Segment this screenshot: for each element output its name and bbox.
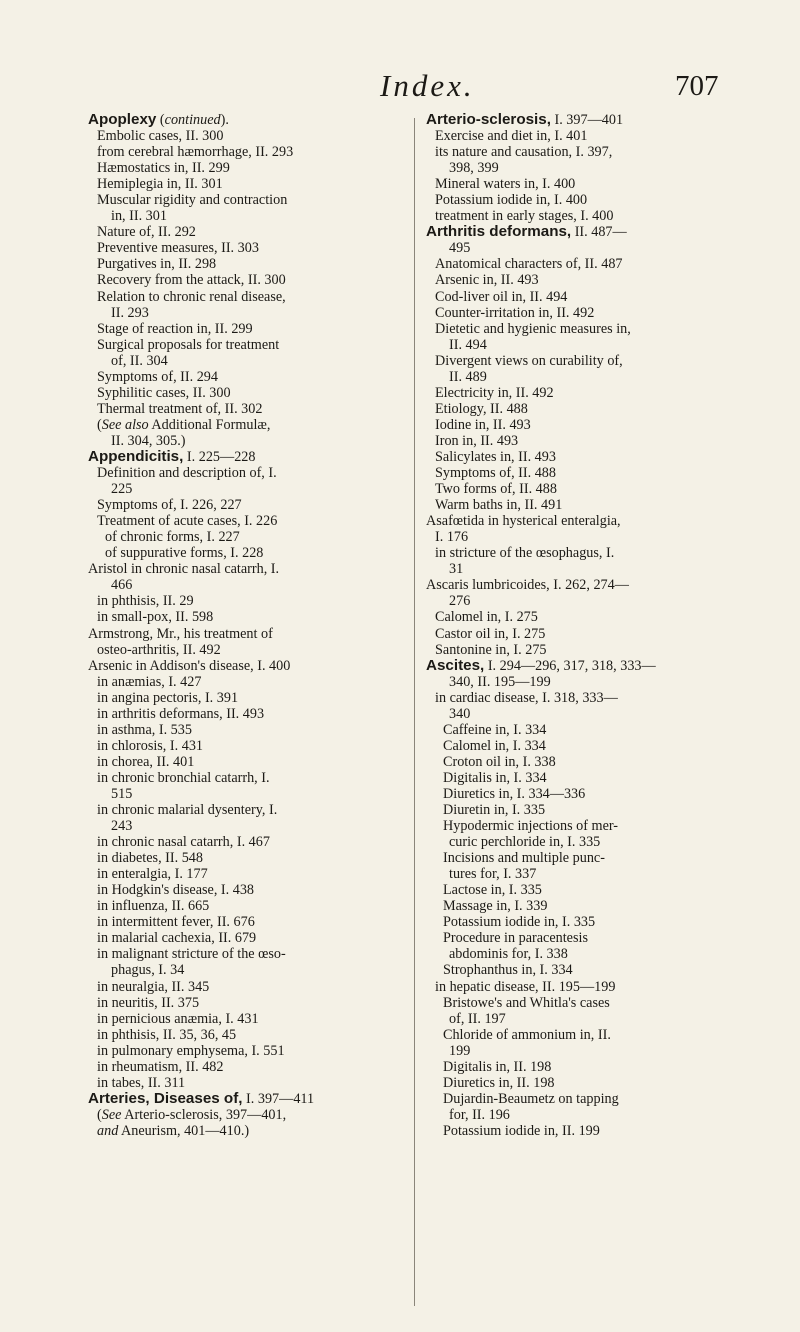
entry-text: in malarial cachexia, II. 679 [97, 930, 257, 947]
index-entry [426, 513, 726, 529]
index-entry [426, 754, 726, 770]
entry-text: Croton oil in, I. 338 [443, 753, 556, 770]
index-entry [88, 385, 393, 401]
entry-text: Dujardin-Beaumetz on tapping [443, 1090, 619, 1107]
index-entry-continuation [426, 337, 726, 353]
index-entry [426, 722, 726, 738]
entry-text: from cerebral hæmorrhage, II. 293 [97, 144, 294, 161]
entry-text: in rheumatism, II. 482 [97, 1058, 224, 1075]
index-entry [426, 417, 726, 433]
index-entry [88, 626, 393, 642]
entry-text: II. 489 [449, 368, 487, 385]
index-entry-continuation [88, 962, 393, 978]
entry-italic: See [101, 1106, 122, 1123]
entry-text: Purgatives in, II. 298 [97, 256, 217, 273]
index-entry [426, 626, 726, 642]
entry-text: Symptoms of, I. 226, 227 [97, 497, 242, 514]
entry-text: Diuretics in, I. 334—336 [443, 785, 586, 802]
index-entry [88, 914, 393, 930]
index-entry [426, 305, 726, 321]
entry-paren: ( [97, 1106, 102, 1123]
index-entry-continuation [426, 561, 726, 577]
entry-text: Preventive measures, II. 303 [97, 240, 259, 257]
heading-note-end: ). [220, 112, 229, 128]
index-entry [88, 497, 393, 513]
entry-text: Additional Formulæ, [148, 416, 271, 433]
index-entry [88, 754, 393, 770]
entry-text: Warm baths in, II. 491 [435, 497, 563, 514]
entry-text: Exercise and diet in, I. 401 [435, 128, 588, 145]
index-entry [426, 930, 726, 946]
index-entry [426, 642, 726, 658]
entry-text: Calomel in, I. 334 [443, 737, 546, 754]
heading-locator: I. 397—401 [550, 112, 624, 128]
index-entry [426, 385, 726, 401]
entry-text: Potassium iodide in, I. 400 [435, 192, 588, 209]
entry-text: Definition and description of, I. [97, 465, 277, 482]
heading-term: Arteries, Diseases of, [88, 1089, 243, 1107]
entry-text: in Hodgkin's disease, I. 438 [97, 882, 255, 899]
index-column-right [426, 112, 726, 1139]
index-entry-continuation [426, 866, 726, 882]
entry-text: of suppurative forms, I. 228 [105, 545, 264, 562]
index-entry [88, 658, 393, 674]
index-entry-continuation [426, 706, 726, 722]
index-entry [88, 561, 393, 577]
entry-text: in chronic malarial dysentery, I. [97, 802, 278, 819]
entry-text: Recovery from the attack, II. 300 [97, 272, 286, 289]
index-entry [426, 529, 726, 545]
entry-text: of chronic forms, I. 227 [105, 529, 240, 546]
index-entry [426, 289, 726, 305]
entry-text: in phthisis, II. 29 [97, 593, 194, 610]
index-entry [426, 1091, 726, 1107]
index-entry [426, 738, 726, 754]
index-entry [88, 1027, 393, 1043]
entry-text: in anæmias, I. 427 [97, 673, 202, 690]
index-entry [88, 160, 393, 176]
page-number: 707 [675, 70, 719, 102]
entry-text: Anatomical characters of, II. 487 [435, 256, 623, 273]
index-entry-continuation [426, 1107, 726, 1123]
index-entry [88, 337, 393, 353]
entry-text: Thermal treatment of, II. 302 [97, 400, 263, 417]
entry-text: Etiology, II. 488 [435, 400, 528, 417]
entry-text: Syphilitic cases, II. 300 [97, 384, 231, 401]
entry-text: Two forms of, II. 488 [435, 481, 557, 498]
entry-text: in pulmonary emphysema, I. 551 [97, 1042, 285, 1059]
entry-text: 276 [449, 593, 471, 610]
index-entry [88, 1075, 393, 1091]
entry-text: of, II. 304 [111, 352, 168, 369]
entry-text: Symptoms of, II. 488 [435, 465, 556, 482]
index-entry-continuation [88, 305, 393, 321]
entry-text: abdominis for, I. 338 [449, 946, 568, 963]
heading-locator: I. 294—296, 317, 318, 333— [484, 657, 656, 674]
entry-text: in influenza, II. 665 [97, 898, 210, 915]
index-entry [88, 834, 393, 850]
entry-text: in pernicious anæmia, I. 431 [97, 1010, 259, 1027]
index-entry [426, 995, 726, 1011]
entry-text: Caffeine in, I. 334 [443, 721, 547, 738]
index-entry-continuation [426, 1043, 726, 1059]
entry-text: in phthisis, II. 35, 36, 45 [97, 1026, 237, 1043]
index-entry [88, 224, 393, 240]
entry-text: tures for, I. 337 [449, 866, 537, 883]
entry-text: in tabes, II. 311 [97, 1074, 186, 1091]
entry-text: Strophanthus in, I. 334 [443, 962, 573, 979]
index-entry-continuation [88, 353, 393, 369]
index-entry [426, 321, 726, 337]
index-entry [426, 1027, 726, 1043]
index-entry [88, 240, 393, 256]
index-entry [88, 1011, 393, 1027]
index-entry [426, 481, 726, 497]
index-heading [426, 658, 726, 674]
index-entry [88, 642, 393, 658]
index-entry [88, 144, 393, 160]
index-entry [426, 144, 726, 160]
index-entry [426, 818, 726, 834]
entry-text: Iodine in, II. 493 [435, 416, 531, 433]
index-entry [426, 433, 726, 449]
entry-text: Castor oil in, I. 275 [435, 625, 546, 642]
heading-locator: I. 397—411 [242, 1090, 315, 1107]
entry-text: Mineral waters in, I. 400 [435, 176, 576, 193]
index-entry [426, 128, 726, 144]
index-entry [88, 272, 393, 288]
entry-text: Arterio-sclerosis, 397—401, [121, 1106, 287, 1123]
index-entry [88, 192, 393, 208]
index-entry-continuation [88, 577, 393, 593]
index-entry-continuation [426, 834, 726, 850]
index-entry [88, 513, 393, 529]
entry-text: 199 [449, 1042, 471, 1059]
entry-text: in chlorosis, I. 431 [97, 737, 204, 754]
entry-text: Chloride of ammonium in, II. [443, 1026, 611, 1043]
entry-text: in chorea, II. 401 [97, 753, 195, 770]
index-entry [88, 369, 393, 385]
entry-text: 495 [449, 240, 471, 257]
index-entry-continuation [426, 946, 726, 962]
heading-note: continued [164, 112, 221, 128]
entry-text: Relation to chronic renal disease, [97, 288, 286, 305]
index-entry [88, 882, 393, 898]
entry-text: Stage of reaction in, II. 299 [97, 320, 253, 337]
index-entry [426, 850, 726, 866]
index-entry [88, 898, 393, 914]
entry-text: phagus, I. 34 [111, 962, 185, 979]
index-entry [426, 192, 726, 208]
index-entry-continuation [88, 433, 393, 449]
index-entry [88, 289, 393, 305]
index-entry [88, 401, 393, 417]
index-entry [88, 995, 393, 1011]
entry-text: Arsenic in Addison's disease, I. 400 [88, 657, 291, 674]
entry-text: in small-pox, II. 598 [97, 609, 214, 626]
index-entry [88, 256, 393, 272]
entry-text: 515 [111, 785, 133, 802]
index-entry [88, 1059, 393, 1075]
entry-text: Incisions and multiple punc- [443, 850, 605, 867]
entry-italic: and [97, 1122, 119, 1139]
heading-locator: ( [156, 112, 165, 128]
index-heading [88, 449, 393, 465]
index-entry [426, 882, 726, 898]
index-entry [426, 770, 726, 786]
entry-text: Calomel in, I. 275 [435, 609, 538, 626]
entry-text: of, II. 197 [449, 1010, 506, 1027]
entry-text: in angina pectoris, I. 391 [97, 689, 239, 706]
entry-text: Digitalis in, I. 334 [443, 769, 547, 786]
entry-text: Treatment of acute cases, I. 226 [97, 513, 278, 530]
entry-text: Cod-liver oil in, II. 494 [435, 288, 568, 305]
heading-term: Arthritis deformans, [426, 223, 572, 241]
index-entry [426, 176, 726, 192]
index-entry-continuation [88, 208, 393, 224]
entry-text: Nature of, II. 292 [97, 224, 196, 241]
entry-text: Iron in, II. 493 [435, 432, 519, 449]
index-entry [426, 401, 726, 417]
entry-text: II. 293 [111, 304, 149, 321]
index-heading [88, 1091, 393, 1107]
entry-text: Ascaris lumbricoides, I. 262, 274— [426, 577, 629, 594]
index-entry [88, 706, 393, 722]
entry-italic: See also [101, 416, 149, 433]
entry-text: Santonine in, I. 275 [435, 641, 547, 658]
entry-text: Bristowe's and Whitla's cases [443, 994, 610, 1011]
index-entry [426, 256, 726, 272]
entry-text: in malignant stricture of the œso- [97, 946, 286, 963]
index-entry [426, 962, 726, 978]
index-entry [88, 946, 393, 962]
index-entry-continuation [426, 160, 726, 176]
index-heading [426, 112, 726, 128]
index-entry [88, 529, 393, 545]
entry-text: I. 176 [435, 529, 469, 546]
entry-text: Symptoms of, II. 294 [97, 368, 218, 385]
heading-locator: I. 225—228 [183, 448, 256, 465]
index-entry [88, 1123, 393, 1139]
heading-term: Ascites, [426, 656, 485, 674]
entry-text: osteo-arthritis, II. 492 [97, 641, 221, 658]
index-entry [88, 465, 393, 481]
index-entry [88, 609, 393, 625]
index-heading [426, 224, 726, 240]
entry-text: Surgical proposals for treatment [97, 336, 280, 353]
entry-text: in stricture of the œsophagus, I. [435, 545, 615, 562]
index-entry-continuation [88, 818, 393, 834]
entry-text: in enteralgia, I. 177 [97, 866, 208, 883]
entry-text: Diuretics in, II. 198 [443, 1074, 555, 1091]
index-entry-continuation [426, 593, 726, 609]
entry-text: Electricity in, II. 492 [435, 384, 554, 401]
index-entry [88, 722, 393, 738]
entry-text: 340 [449, 705, 471, 722]
index-entry [88, 1107, 393, 1123]
index-entry [426, 497, 726, 513]
index-entry [88, 128, 393, 144]
entry-text: Embolic cases, II. 300 [97, 128, 224, 145]
entry-text: Dietetic and hygienic measures in, [435, 320, 631, 337]
entry-text: 340, II. 195—199 [449, 673, 551, 690]
index-entry-continuation [88, 481, 393, 497]
entry-text: in cardiac disease, I. 318, 333— [435, 689, 618, 706]
index-entry [88, 593, 393, 609]
index-entry [426, 353, 726, 369]
entry-text: its nature and causation, I. 397, [435, 144, 613, 161]
entry-text: for, II. 196 [449, 1106, 510, 1123]
entry-text: Aneurism, 401—410.) [118, 1122, 250, 1139]
entry-text: 31 [449, 561, 464, 578]
index-entry [426, 1059, 726, 1075]
heading-term: Arterio-sclerosis, [426, 111, 551, 128]
index-entry-continuation [426, 1011, 726, 1027]
entry-text: in chronic nasal catarrh, I. 467 [97, 834, 270, 851]
index-entry [426, 1075, 726, 1091]
index-entry [88, 770, 393, 786]
entry-text: II. 304, 305.) [111, 432, 186, 449]
index-entry [426, 449, 726, 465]
index-entry [426, 1123, 726, 1139]
index-entry [88, 690, 393, 706]
index-entry [88, 1043, 393, 1059]
entry-text: 243 [111, 818, 133, 835]
index-entry [88, 321, 393, 337]
index-entry-continuation [426, 369, 726, 385]
index-entry [426, 979, 726, 995]
entry-text: 398, 399 [449, 160, 499, 177]
entry-paren: ( [97, 416, 102, 433]
entry-text: Potassium iodide in, II. 199 [443, 1122, 600, 1139]
index-entry [426, 898, 726, 914]
entry-text: in neuritis, II. 375 [97, 994, 200, 1011]
entry-text: in intermittent fever, II. 676 [97, 914, 255, 931]
entry-text: Potassium iodide in, I. 335 [443, 914, 596, 931]
index-entry [426, 914, 726, 930]
entry-text: in neuralgia, II. 345 [97, 978, 210, 995]
heading-locator: II. 487— [571, 224, 627, 241]
entry-text: 466 [111, 577, 133, 594]
index-entry [88, 545, 393, 561]
entry-text: Hypodermic injections of mer- [443, 818, 619, 835]
index-entry [88, 176, 393, 192]
entry-text: Hæmostatics in, II. 299 [97, 160, 230, 177]
index-entry [88, 850, 393, 866]
entry-text: Hemiplegia in, II. 301 [97, 176, 223, 193]
entry-text: Arsenic in, II. 493 [435, 272, 539, 289]
entry-text: Lactose in, I. 335 [443, 882, 542, 899]
index-entry [88, 738, 393, 754]
index-entry [88, 802, 393, 818]
entry-text: II. 494 [449, 336, 487, 353]
index-entry [88, 930, 393, 946]
entry-text: Procedure in paracentesis [443, 930, 588, 947]
entry-text: 225 [111, 481, 133, 498]
index-entry [426, 577, 726, 593]
entry-text: treatment in early stages, I. 400 [435, 208, 614, 225]
entry-text: in asthma, I. 535 [97, 721, 192, 738]
entry-text: in, II. 301 [111, 208, 167, 225]
running-title: Index. [380, 68, 475, 103]
index-column-left [88, 112, 393, 1139]
entry-text: Muscular rigidity and contraction [97, 192, 288, 209]
entry-text: Salicylates in, II. 493 [435, 448, 556, 465]
index-entry-continuation [426, 240, 726, 256]
entry-text: in chronic bronchial catarrh, I. [97, 769, 270, 786]
entry-text: in arthritis deformans, II. 493 [97, 705, 265, 722]
entry-text: Asafœtida in hysterical enteralgia, [426, 513, 621, 530]
index-entry [426, 272, 726, 288]
index-entry-continuation [88, 786, 393, 802]
entry-text: Digitalis in, II. 198 [443, 1058, 552, 1075]
entry-text: Counter-irritation in, II. 492 [435, 304, 595, 321]
running-head [0, 68, 800, 108]
entry-text: in hepatic disease, II. 195—199 [435, 978, 616, 995]
index-entry [426, 786, 726, 802]
heading-term: Appendicitis, [88, 447, 184, 465]
entry-text: Diuretin in, I. 335 [443, 802, 546, 819]
entry-text: Divergent views on curability of, [435, 352, 623, 369]
index-entry [426, 609, 726, 625]
heading-term: Apoplexy [88, 111, 157, 128]
index-entry [426, 545, 726, 561]
index-heading [88, 112, 393, 128]
entry-text: in diabetes, II. 548 [97, 850, 203, 867]
index-entry [426, 465, 726, 481]
index-entry [88, 674, 393, 690]
index-entry [426, 208, 726, 224]
entry-text: curic perchloride in, I. 335 [449, 834, 601, 851]
index-entry [426, 690, 726, 706]
entry-text: Armstrong, Mr., his treatment of [88, 625, 273, 642]
entry-text: Massage in, I. 339 [443, 898, 548, 915]
column-divider [414, 118, 415, 1306]
index-entry [426, 802, 726, 818]
index-entry [88, 417, 393, 433]
index-entry [88, 979, 393, 995]
entry-text: Aristol in chronic nasal catarrh, I. [88, 561, 280, 578]
index-entry [88, 866, 393, 882]
index-entry-continuation [426, 674, 726, 690]
